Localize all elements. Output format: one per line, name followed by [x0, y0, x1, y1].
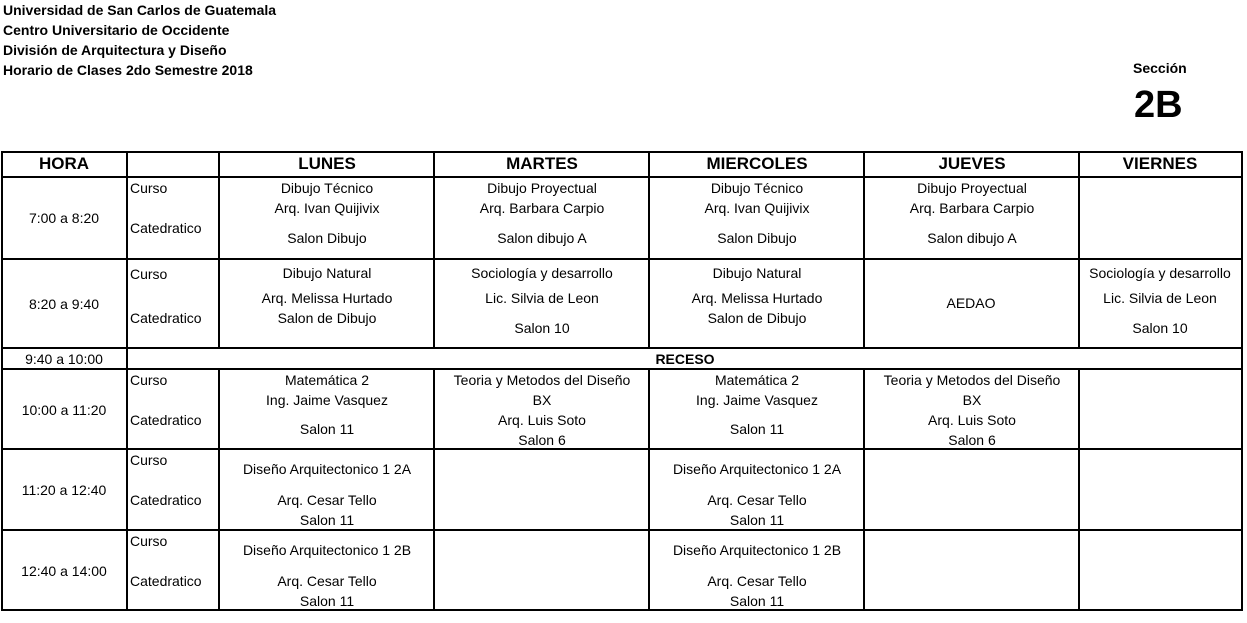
course-name: Dibujo Técnico — [710, 180, 804, 196]
row-label-curso: Curso — [130, 452, 168, 468]
course-name: Matemática 2 — [714, 372, 800, 388]
course-name: Dibujo Natural — [282, 265, 372, 281]
classroom: Salon dibujo A — [927, 230, 1017, 246]
classroom: Salon de Dibujo — [277, 310, 377, 326]
classroom: Salon 11 — [729, 512, 785, 528]
row-label-catedratico: Catedratico — [130, 412, 202, 428]
classroom: Salon Dibujo — [287, 230, 367, 246]
schedule-title: Horario de Clases 2do Semestre 2018 — [3, 62, 253, 78]
professor-name: Lic. Silvia de Leon — [485, 290, 599, 306]
header-miercoles: MIERCOLES — [706, 154, 808, 173]
classroom: Salon 11 — [299, 593, 355, 609]
header-lunes: LUNES — [298, 154, 356, 173]
professor-name: Arq. Cesar Tello — [707, 573, 807, 589]
course-group: BX — [532, 392, 552, 408]
professor-name: Ing. Jaime Vasquez — [266, 392, 388, 408]
row-label-catedratico: Catedratico — [130, 573, 202, 589]
professor-name: Arq. Ivan Quijivix — [274, 200, 380, 216]
row-label-curso: Curso — [130, 266, 168, 282]
time-slot: 8:20 a 9:40 — [28, 296, 100, 312]
professor-name: Arq. Melissa Hurtado — [691, 290, 823, 306]
time-slot: 10:00 a 11:20 — [21, 402, 107, 418]
classroom: Salon 10 — [1132, 320, 1188, 336]
center-name: Centro Universitario de Occidente — [3, 22, 230, 38]
professor-name: Arq. Ivan Quijivix — [704, 200, 810, 216]
section-value: 2B — [1134, 84, 1183, 126]
professor-name: Arq. Barbara Carpio — [479, 200, 605, 216]
division-name: División de Arquitectura y Diseño — [3, 42, 227, 58]
header-martes: MARTES — [506, 154, 578, 173]
professor-name: Arq. Luis Soto — [928, 412, 1016, 428]
professor-name: Arq. Melissa Hurtado — [261, 290, 393, 306]
course-group: BX — [962, 392, 982, 408]
section-label: Sección — [1133, 60, 1187, 76]
classroom: Salon 11 — [299, 512, 355, 528]
time-slot: 7:00 a 8:20 — [28, 210, 100, 226]
course-name: Teoria y Metodos del Diseño — [453, 372, 631, 388]
row-label-curso: Curso — [130, 533, 168, 549]
professor-name: Arq. Cesar Tello — [277, 573, 377, 589]
course-name: Teoria y Metodos del Diseño — [883, 372, 1061, 388]
classroom: Salon Dibujo — [717, 230, 797, 246]
row-label-catedratico: Catedratico — [130, 492, 202, 508]
classroom: Salon de Dibujo — [707, 310, 807, 326]
row-label-curso: Curso — [130, 180, 168, 196]
course-name: Dibujo Proyectual — [917, 180, 1027, 196]
course-name: Diseño Arquitectonico 1 2A — [242, 461, 412, 477]
course-name: Dibujo Técnico — [280, 180, 374, 196]
classroom: Salon 6 — [948, 432, 996, 448]
classroom: Salon 6 — [518, 432, 566, 448]
course-name: Diseño Arquitectonico 1 2A — [672, 461, 842, 477]
course-name: Matemática 2 — [284, 372, 370, 388]
classroom: Salon dibujo A — [497, 230, 587, 246]
time-slot: 11:20 a 12:40 — [21, 482, 107, 498]
course-name: Diseño Arquitectonico 1 2B — [672, 542, 842, 558]
classroom: Salon 11 — [299, 421, 355, 437]
classroom: Salon 10 — [514, 320, 570, 336]
header-viernes: VIERNES — [1122, 154, 1198, 173]
course-name: Diseño Arquitectonico 1 2B — [242, 542, 412, 558]
classroom: Salon 11 — [729, 593, 785, 609]
row-label-catedratico: Catedratico — [130, 310, 202, 326]
professor-name: Arq. Cesar Tello — [277, 492, 377, 508]
time-slot: 12:40 a 14:00 — [21, 563, 107, 579]
professor-name: Lic. Silvia de Leon — [1103, 290, 1217, 306]
row-label-curso: Curso — [130, 372, 168, 388]
receso-label: RECESO — [655, 351, 715, 367]
professor-name: Arq. Barbara Carpio — [909, 200, 1035, 216]
course-name: AEDAO — [946, 295, 996, 311]
time-slot: 9:40 a 10:00 — [25, 351, 103, 367]
header-hora: HORA — [38, 154, 90, 173]
university-name: Universidad de San Carlos de Guatemala — [3, 2, 277, 18]
course-name: Sociología y desarrollo — [1089, 265, 1231, 281]
course-name: Dibujo Natural — [712, 265, 802, 281]
professor-name: Arq. Luis Soto — [498, 412, 586, 428]
professor-name: Arq. Cesar Tello — [707, 492, 807, 508]
professor-name: Ing. Jaime Vasquez — [696, 392, 818, 408]
row-label-catedratico: Catedratico — [130, 220, 202, 236]
classroom: Salon 11 — [729, 421, 785, 437]
course-name: Dibujo Proyectual — [487, 180, 597, 196]
header-jueves: JUEVES — [938, 154, 1006, 173]
course-name: Sociología y desarrollo — [471, 265, 613, 281]
